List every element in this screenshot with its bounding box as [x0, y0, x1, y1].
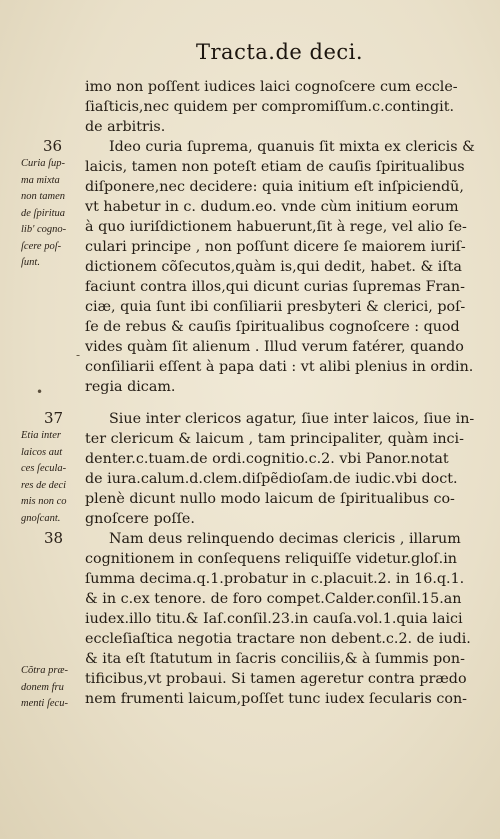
margin-note-36 — [21, 156, 83, 272]
text-line: culari principe , non poſſunt dicere ſe maiorem iuriſ- — [85, 239, 466, 255]
margin-note-line: ma mixta — [21, 174, 60, 186]
text-line: conſiliarii eſſent à papa dati : vt alibi plenius in ordin. — [85, 359, 474, 375]
text-line: imo non poſſent iudices laici cognoſcere cum eccle- — [85, 79, 458, 95]
text-line: Nam deus relinquendo decimas clericis , illarum — [109, 531, 461, 547]
margin-note-line: non tamen — [21, 191, 66, 202]
margin-note-line: Cõtra præ- — [21, 665, 68, 676]
margin-note-line: gnoſcant. — [21, 512, 61, 524]
text-line: à quo iuriſdictionem habuerunt,ſit à rege, vel alio ſe- — [85, 219, 467, 235]
text-line: faciunt contra illos,qui dicunt curias ſupremas Fran- — [85, 279, 465, 295]
text-line: ciæ, quia ſunt ibi conſiliarii presbyteri & clerici, poſ- — [85, 299, 466, 315]
margin-note-line: lib' cogno- — [21, 224, 67, 235]
section-number-36: 36 — [43, 137, 63, 155]
text-line: de iura.calum.d.clem.diſpẽdioſam.de iudic.vbi doct. — [85, 471, 458, 487]
margin-note-line: Curia ſup- — [21, 158, 66, 169]
text-line: ſumma decima.q.1.probatur in c.placuit.2. in 16.q.1. — [85, 571, 465, 587]
section-number-38: 38 — [44, 529, 64, 547]
text-line: diſponere,nec decidere: quia initium eſt inſpiciendũ, — [85, 179, 464, 195]
text-line: de arbitris. — [85, 119, 166, 135]
margin-note-line: res de deci — [21, 479, 67, 491]
section-number-37: 37 — [44, 409, 64, 427]
text-line: vides quàm ſit alienum . Illud verum fatérer, quando — [85, 339, 464, 355]
margin-note-38 — [21, 663, 83, 713]
margin-note-37 — [21, 428, 83, 527]
text-line: plenè dicunt nullo modo laicum de ſpiritualibus co- — [85, 491, 455, 507]
margin-note-line: mis non co — [21, 496, 67, 507]
margin-note-line: ſunt. — [21, 257, 40, 268]
text-line: & in c.ex tenore. de foro compet.Calder.conſil.15.an — [85, 591, 462, 607]
text-line: tificibus,vt probaui. Si tamen ageretur contra prædo — [85, 671, 467, 687]
margin-note-line: de ſpiritua — [21, 207, 66, 219]
margin-note-line: laicos aut — [21, 446, 63, 458]
dash-mark: - — [76, 348, 81, 362]
text-line: regia dicam. — [85, 379, 176, 395]
running-header: Tracta.de deci. — [196, 40, 364, 64]
text-line: dictionem cõſecutos,quàm is,qui dedit, habet. & iſta — [85, 259, 462, 275]
text-line: eccleſiaſtica negotia tractare non debent.c.2. de iudi. — [85, 631, 471, 647]
margin-note-line: ſcere poſ- — [21, 240, 62, 252]
text-line: & ita eſt ſtatutum in ſacris conciliis,& à ſummis pon- — [85, 651, 465, 667]
text-line: cognitionem in conſequens reliquiſſe videtur.gloſ.in — [85, 551, 457, 567]
margin-note-line: Etia inter — [21, 430, 61, 441]
text-line: vt habetur in c. dudum.eo. vnde cùm initium eorum — [85, 199, 459, 215]
text-line: ſe de rebus & cauſis ſpiritualibus cognoſcere : quod — [85, 319, 460, 335]
text-line: laicis, tamen non poteſt etiam de cauſis ſpiritualibus — [85, 159, 465, 175]
text-line: ſiaſticis,nec quidem per compromiſſum.c.contingit. — [85, 99, 455, 115]
text-line: iudex.illo titu.& Iaſ.conſil.23.in cauſa.vol.1.quia laici — [85, 611, 463, 627]
margin-note-line: donem fru — [21, 681, 64, 693]
margin-note-line: ces ſecula- — [21, 463, 67, 474]
text-line: Ideo curia ſuprema, quanuis ſit mixta ex clericis & — [109, 139, 475, 155]
text-line: ter clericum & laicum , tam principaliter, quàm inci- — [85, 431, 464, 447]
text-line: denter.c.tuam.de ordi.cognitio.c.2. vbi Panor.notat — [85, 451, 449, 467]
text-line: Siue inter clericos agatur, ſiue inter laicos, ſiue in- — [109, 411, 475, 427]
text-line: nem frumenti laicum,poſſet tunc iudex ſecularis con- — [85, 691, 467, 707]
text-line: gnoſcere poſſe. — [85, 511, 195, 527]
dot-mark: • — [36, 385, 44, 399]
margin-note-line: menti ſecu- — [21, 698, 68, 709]
